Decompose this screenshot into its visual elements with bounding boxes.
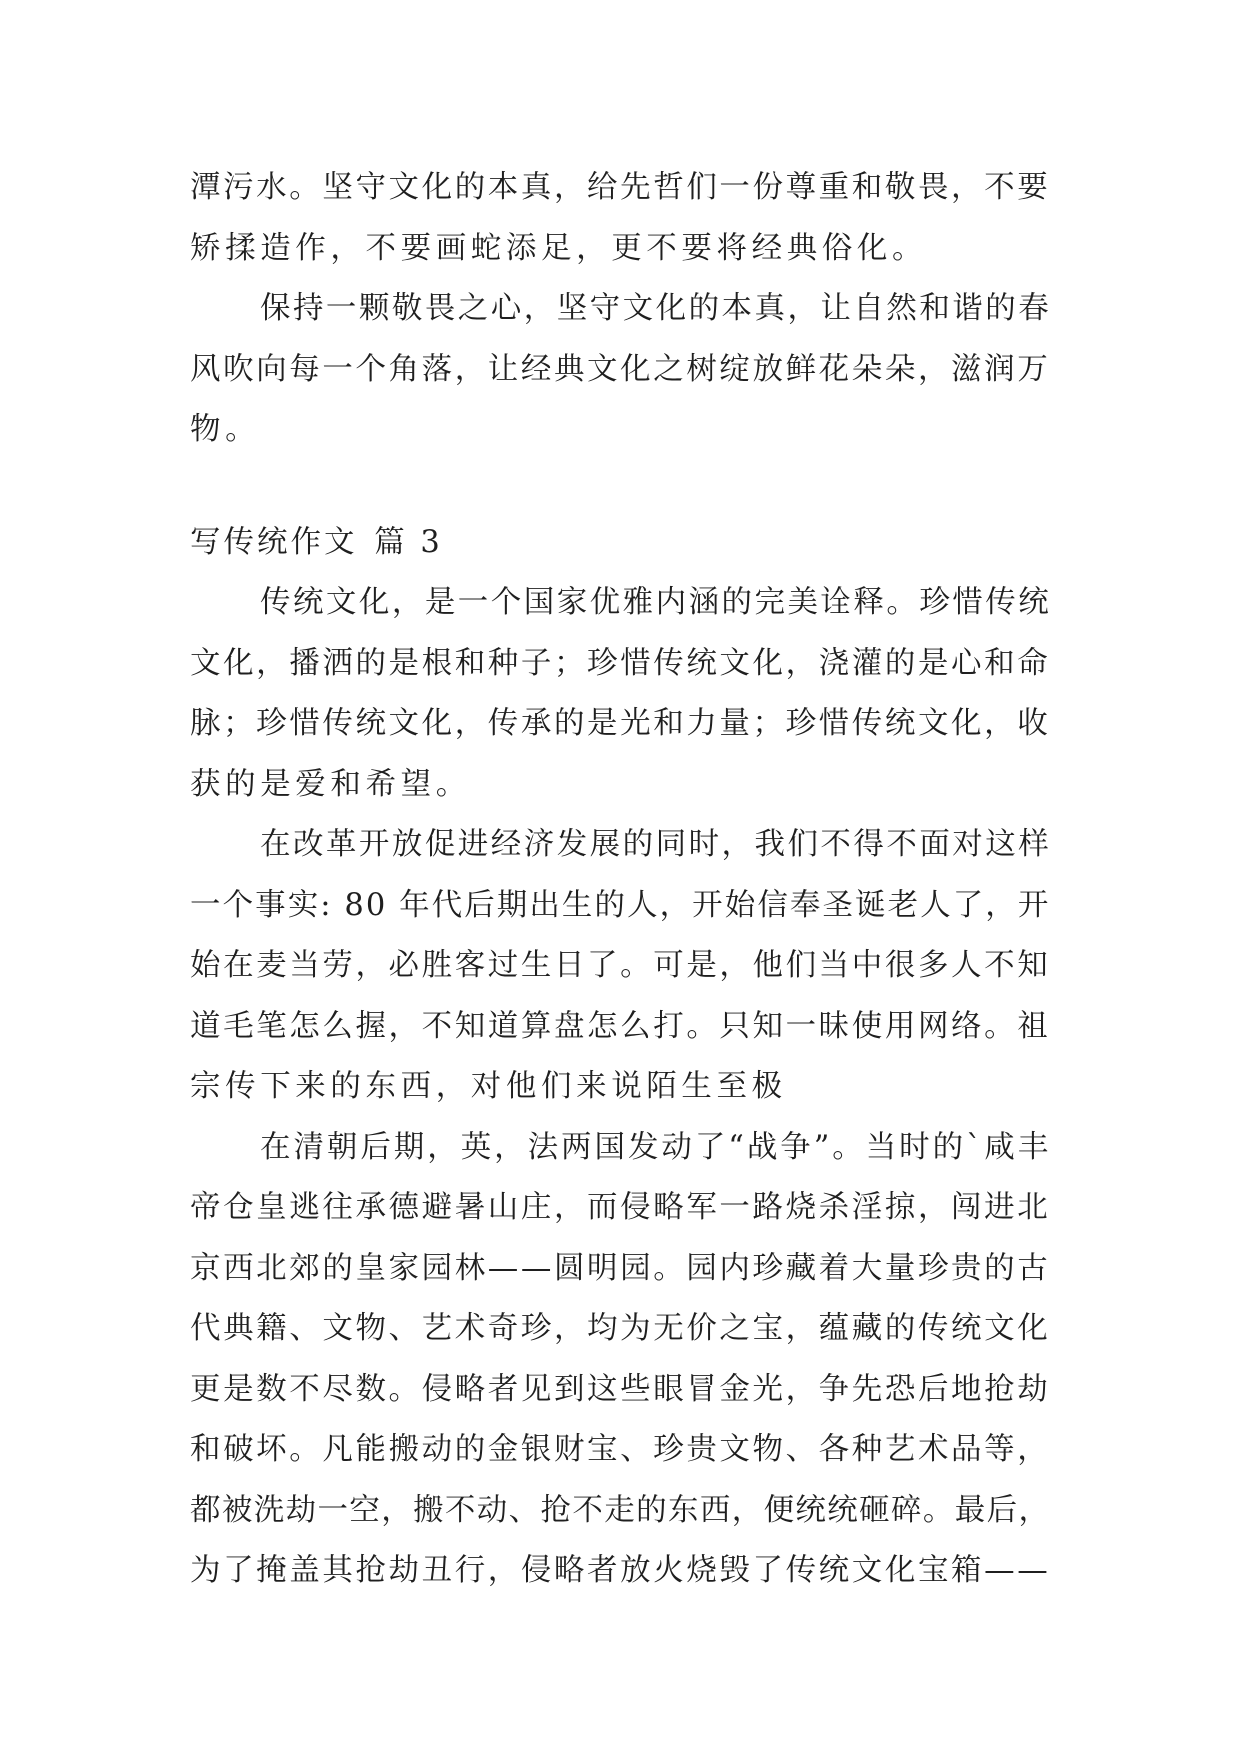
document-body bbox=[190, 158, 1052, 1602]
paragraph-3 bbox=[190, 1118, 1052, 1602]
text-line: 一个事实: 80 年代后期出生的人，开始信奉圣诞老人了，开 bbox=[190, 887, 1051, 923]
text-line: 保持一颗敬畏之心，坚守文化的本真，让自然和谐的春 bbox=[260, 291, 1052, 326]
section-label: 篇 3 bbox=[374, 524, 443, 560]
text-line: 物。 bbox=[190, 412, 261, 447]
text-line: 始在麦当劳，必胜客过生日了。可是，他们当中很多人不知 bbox=[190, 948, 1051, 983]
text-line: 潭污水。坚守文化的本真，给先哲们一份尊重和敬畏，不要 bbox=[190, 170, 1051, 205]
text-line: 宗传下来的东西，对他们来说陌生至极 bbox=[190, 1069, 787, 1104]
paragraph-2 bbox=[190, 815, 1052, 1118]
text-line: 脉；珍惜传统文化，传承的是光和力量；珍惜传统文化，收 bbox=[190, 706, 1051, 741]
text-line: 和破坏。凡能搬动的金银财宝、珍贵文物、各种艺术品等， bbox=[190, 1432, 1051, 1467]
text-line: 道毛笔怎么握，不知道算盘怎么打。只知一昧使用网络。祖 bbox=[190, 1008, 1051, 1044]
text-line: 文化，播洒的是根和种子；珍惜传统文化，浇灌的是心和命 bbox=[190, 645, 1051, 681]
text-line: 代典籍、文物、艺术奇珍，均为无价之宝，蕴藏的传统文化 bbox=[190, 1311, 1051, 1346]
text-line: 更是数不尽数。侵略者见到这些眼冒金光，争先恐后地抢劫 bbox=[190, 1371, 1051, 1407]
text-line: 在清朝后期，英，法两国发动了“战争”。当时的`咸丰 bbox=[260, 1129, 1052, 1165]
continued-paragraph bbox=[190, 158, 1052, 279]
text-line: 帝仓皇逃往承德避暑山庄，而侵略军一路烧杀淫掠，闯进北 bbox=[190, 1190, 1051, 1225]
paragraph-1 bbox=[190, 573, 1052, 815]
text-line: 传统文化，是一个国家优雅内涵的完美诠释。珍惜传统 bbox=[260, 585, 1052, 620]
text-line: 为了掩盖其抢劫丑行，侵略者放火烧毁了传统文化宝箱—— bbox=[190, 1553, 1051, 1588]
text-line: 在改革开放促进经济发展的同时，我们不得不面对这样 bbox=[260, 827, 1052, 862]
closing-paragraph bbox=[190, 279, 1052, 461]
text-line: 都被洗劫一空，搬不动、抢不走的东西，便统统砸碎。最后， bbox=[190, 1492, 1051, 1528]
text-line: 京西北郊的皇家园林——圆明园。园内珍藏着大量珍贵的古 bbox=[190, 1250, 1051, 1286]
text-line: 获的是爱和希望。 bbox=[190, 766, 471, 802]
text-line: 风吹向每一个角落，让经典文化之树绽放鲜花朵朵，滋润万 bbox=[190, 351, 1051, 387]
section-title: 写传统作文 bbox=[190, 524, 358, 560]
section-heading bbox=[190, 513, 1052, 574]
text-line: 矫揉造作，不要画蛇添足，更不要将经典俗化。 bbox=[190, 230, 928, 266]
